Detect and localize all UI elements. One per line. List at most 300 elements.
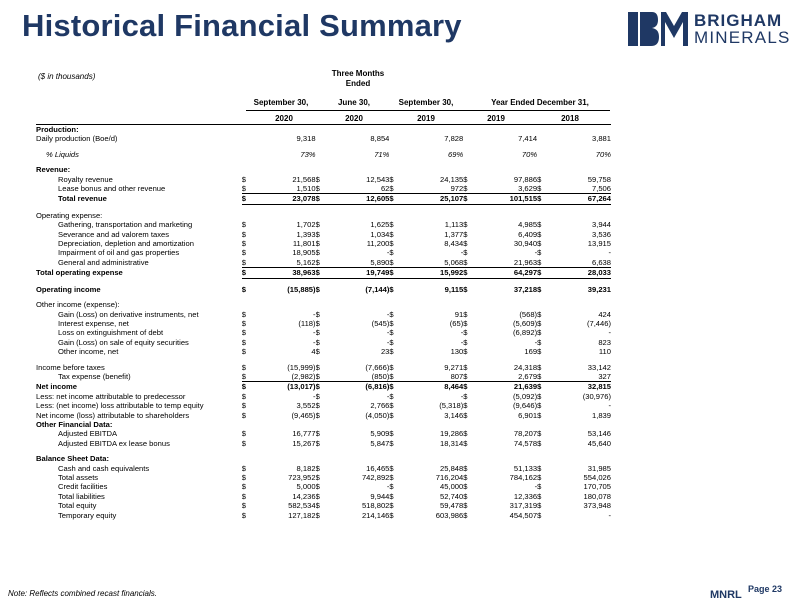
value-cell: - [608,510,611,520]
dollar-sign: $ [241,174,246,184]
value-cell: (545) [371,318,390,328]
dollar-sign [537,300,556,309]
value-cell: 12,336 [513,491,538,501]
value-cell: 12,605 [335,194,390,204]
value-cell: 24,135 [440,174,464,184]
value-cell: 18,905 [292,248,316,258]
row-label: Net income [36,382,77,392]
ticker-symbol: MNRL [710,589,742,601]
table-row [36,511,611,520]
value-cell: 2,766 [370,401,390,411]
dollar-sign: $ [537,391,542,401]
value-cell: 39,231 [587,284,611,294]
dollar-sign: $ [537,284,542,294]
value-cell: - [386,328,390,338]
value-cell [335,300,390,309]
brigham-minerals-logo [628,10,793,50]
value-cell: 21,639 [482,382,537,392]
dollar-sign [537,150,556,159]
value-cell: 169 [524,347,538,357]
dollar-sign: $ [389,501,394,511]
table-row [36,420,611,429]
value-cell: 31,985 [587,463,611,473]
row-label: Revenue: [36,165,71,175]
dollar-sign: $ [463,268,482,278]
value-cell [482,454,537,463]
dollar-sign: $ [389,401,394,411]
dollar-sign [389,420,408,429]
dollar-sign: $ [537,473,542,482]
value-cell: 6,901 [518,410,538,420]
value-cell: 70% [595,149,611,159]
dollar-sign: $ [537,257,542,267]
value-cell: 972 [450,184,464,194]
dollar-sign: $ [241,184,246,194]
dollar-sign: $ [315,491,320,501]
value-cell [408,420,463,429]
value-cell: 15,267 [292,438,316,448]
value-cell: 21,963 [513,257,538,267]
value-cell: 8,182 [296,463,316,473]
value-cell: 71% [374,149,390,159]
dollar-sign: $ [463,284,468,294]
dollar-sign: $ [463,401,468,411]
value-cell [408,300,463,309]
value-cell: 1,034 [370,229,390,239]
row-label: Operating expense: [36,210,103,220]
value-cell [556,165,611,174]
header-jun-30-2020: June 30, [337,98,370,107]
row-label: Balance Sheet Data: [36,454,110,464]
value-cell: 9,318 [296,134,316,144]
dollar-sign [389,134,408,143]
value-cell: 19,286 [440,429,464,439]
value-cell: 424 [598,309,611,319]
value-cell: (5,318) [439,401,464,411]
dollar-sign: $ [241,362,246,372]
dollar-sign: $ [315,248,320,258]
dollar-sign [316,454,335,463]
footnote: Note: Reflects combined recast financials. [8,589,157,598]
dollar-sign [537,134,556,143]
row-label: Income before taxes [36,362,105,372]
value-cell: 5,068 [444,257,464,267]
dollar-sign: $ [463,473,468,482]
value-cell [482,420,537,429]
dollar-sign: $ [241,510,246,520]
dollar-sign: $ [537,362,542,372]
dollar-sign [316,300,335,309]
value-cell: 21,568 [292,174,316,184]
dollar-sign [463,150,482,159]
value-cell: (6,816) [335,382,390,392]
dollar-sign: $ [316,382,335,392]
value-cell: (5,609) [513,318,538,328]
value-cell: 8,434 [444,239,464,249]
value-cell [261,125,316,134]
dollar-sign: $ [463,309,468,319]
value-cell: - [313,328,316,338]
value-cell: 32,815 [556,382,611,392]
dollar-sign: $ [463,438,468,448]
dollar-sign: $ [389,194,408,204]
dollar-sign: $ [389,463,394,473]
value-cell: 53,146 [587,429,611,439]
dollar-sign: $ [537,347,542,357]
table-row [36,150,611,159]
dollar-sign: $ [537,194,556,204]
value-cell [482,211,537,220]
dollar-sign [242,211,261,220]
dollar-sign: $ [389,268,408,278]
dollar-sign: $ [389,248,394,258]
value-cell: 70% [521,149,538,159]
value-cell [482,165,537,174]
dollar-sign: $ [389,482,394,492]
dollar-sign [537,420,556,429]
dollar-sign: $ [241,220,246,230]
row-label: Impairment of oil and gas properties [58,248,180,258]
value-cell: 373,948 [583,501,611,511]
dollar-sign: $ [389,410,394,420]
table-row [36,328,611,337]
value-cell: 78,207 [513,429,538,439]
value-cell: 11,801 [292,239,316,249]
row-label: Production: [36,125,79,134]
dollar-sign: $ [463,239,468,249]
row-label: General and administrative [58,258,149,268]
dollar-sign: $ [241,337,246,347]
value-cell: 73% [300,149,316,159]
dollar-sign: $ [315,463,320,473]
table-row [36,347,611,356]
dollar-sign [242,150,261,159]
row-label: Operating income [36,284,101,294]
row-label: Total equity [58,501,97,511]
dollar-sign [242,454,261,463]
value-cell: 2,679 [518,371,538,381]
value-cell [335,420,390,429]
value-cell: 91 [454,309,464,319]
value-cell [261,165,316,174]
dollar-sign [537,454,556,463]
dollar-sign: $ [241,371,246,381]
dollar-sign [316,211,335,220]
value-cell: 69% [448,149,464,159]
value-cell: 582,534 [288,501,316,511]
header-sep-30-2020: September 30, [253,98,309,107]
value-cell: (7,666) [365,362,390,372]
dollar-sign [242,300,261,309]
table-row [36,338,611,347]
dollar-sign: $ [389,284,394,294]
value-cell: 9,271 [444,362,464,372]
value-cell: 6,409 [518,229,538,239]
value-cell: 3,146 [444,410,464,420]
logo-text-line2: MINERALS [694,28,791,47]
value-cell: 180,078 [583,491,611,501]
dollar-sign: $ [241,284,246,294]
value-cell: 45,000 [440,482,464,492]
dollar-sign: $ [537,438,542,448]
dollar-sign: $ [315,220,320,230]
value-cell: 11,200 [366,239,390,249]
value-cell: 554,026 [583,473,611,482]
dollar-sign: $ [315,482,320,492]
page-number: Page 23 [748,584,783,594]
dollar-sign: $ [463,501,468,511]
dollar-sign: $ [537,184,542,194]
row-label: Loss on extinguishment of debt [58,328,164,338]
dollar-sign: $ [241,248,246,258]
dollar-sign: $ [241,473,246,482]
value-cell: 33,142 [587,362,611,372]
value-cell: 1,393 [296,229,316,239]
row-label: Less: (net income) loss attributable to temp equity [36,401,204,411]
dollar-sign [389,211,408,220]
dollar-sign [242,125,261,134]
table-row [36,125,611,134]
dollar-sign: $ [389,510,394,520]
row-label: Other income (expense): [36,300,120,310]
value-cell: 45,640 [587,438,611,448]
table-row [36,184,611,194]
logo-text-line1: BRIGHAM [694,11,783,30]
dollar-sign: $ [315,501,320,511]
value-cell: 1,625 [370,220,390,230]
table-row [36,134,611,143]
dollar-sign [316,420,335,429]
dollar-sign: $ [389,347,394,357]
dollar-sign: $ [241,401,246,411]
value-cell: 7,414 [518,134,538,144]
row-label: Royalty revenue [58,174,113,184]
dollar-sign [463,165,482,174]
dollar-sign: $ [389,429,394,439]
value-cell: 25,848 [440,463,464,473]
table-row [36,492,611,501]
row-label: Depreciation, depletion and amortization [58,239,194,249]
dollar-sign: $ [537,328,542,338]
year-header: 2019 [487,114,505,123]
value-cell: 3,536 [591,229,611,239]
dollar-sign: $ [537,401,542,411]
value-cell: - [534,337,538,347]
dollar-sign: $ [389,371,394,381]
value-cell [556,211,611,220]
value-cell: 9,115 [444,284,464,294]
value-cell: - [608,248,611,258]
value-cell [335,165,390,174]
value-cell: 4,985 [518,220,538,230]
value-cell: 59,478 [440,501,464,511]
table-row [36,382,611,392]
dollar-sign: $ [389,473,394,482]
row-label: Gain (Loss) on derivative instruments, net [58,309,199,319]
value-cell: 3,552 [296,401,316,411]
value-cell: (9,465) [291,410,316,420]
table-row [36,482,611,491]
row-label: Gain (Loss) on sale of equity securities [58,337,189,347]
header-three-months: Three Months Ended [331,69,385,88]
page-title: Historical Financial Summary [22,8,462,43]
value-cell: (65) [449,318,464,328]
value-cell: 716,204 [435,473,464,482]
value-cell: 28,033 [556,268,611,278]
table-row [36,372,611,382]
dollar-sign [463,300,482,309]
value-cell: (15,885) [287,284,316,294]
dollar-sign: $ [537,174,542,184]
table-row [36,401,611,410]
row-label: Daily production (Boe/d) [36,134,118,144]
dollar-sign: $ [315,510,320,520]
value-cell: 18,314 [440,438,464,448]
value-cell: 64,297 [482,268,537,278]
dollar-sign: $ [389,491,394,501]
value-cell: 1,510 [296,184,316,194]
dollar-sign [463,211,482,220]
value-cell: - [386,391,390,401]
dollar-sign: $ [537,429,542,439]
row-label: Total assets [58,473,99,482]
dollar-sign: $ [315,184,320,194]
value-cell: 5,000 [296,482,316,492]
dollar-sign: $ [315,257,320,267]
value-cell: 8,854 [370,134,390,144]
value-cell: 5,162 [296,257,316,267]
dollar-sign: $ [315,229,320,239]
dollar-sign [537,211,556,220]
value-cell: 24,318 [513,362,538,372]
dollar-sign [463,454,482,463]
value-cell [556,420,611,429]
value-cell [408,165,463,174]
row-label: Cash and cash equivalents [58,463,150,473]
dollar-sign: $ [463,248,468,258]
dollar-sign: $ [463,337,468,347]
dollar-sign: $ [389,229,394,239]
value-cell: 723,952 [288,473,316,482]
dollar-sign: $ [463,371,468,381]
dollar-sign [537,165,556,174]
value-cell [261,420,316,429]
dollar-sign: $ [241,501,246,511]
table-row [36,165,611,174]
value-cell: (568) [519,309,538,319]
table-row [36,501,611,510]
value-cell [335,125,390,134]
table-row [36,258,611,268]
value-cell: 97,886 [513,174,538,184]
dollar-sign: $ [241,482,246,492]
value-cell: (9,646) [513,401,538,411]
value-cell: - [534,248,538,258]
value-cell: 6,638 [591,257,611,267]
value-cell: 38,963 [261,268,316,278]
value-cell: (6,892) [513,328,538,338]
dollar-sign: $ [389,318,394,328]
row-label: Other income, net [58,347,119,357]
dollar-sign: $ [537,220,542,230]
dollar-sign: $ [463,257,468,267]
dollar-sign: $ [315,391,320,401]
value-cell: 170,705 [583,482,611,492]
value-cell: 16,465 [366,463,390,473]
value-cell [408,454,463,463]
table-row [36,220,611,229]
value-cell: 823 [598,337,611,347]
row-label: Credit facilities [58,482,108,492]
value-cell: 15,992 [408,268,463,278]
dollar-sign: $ [463,463,468,473]
row-label: Tax expense (benefit) [58,372,131,382]
value-cell: - [313,337,316,347]
dollar-sign [242,420,261,429]
value-cell: 30,940 [513,239,538,249]
dollar-sign: $ [389,257,394,267]
value-cell: 19,749 [335,268,390,278]
dollar-sign: $ [537,229,542,239]
value-cell: - [608,328,611,338]
value-cell [556,300,611,309]
dollar-sign: $ [389,174,394,184]
dollar-sign [389,125,408,134]
dollar-sign: $ [315,347,320,357]
dollar-sign: $ [463,362,468,372]
dollar-sign: $ [315,410,320,420]
dollar-sign: $ [389,382,408,392]
dollar-sign: $ [463,318,468,328]
dollar-sign: $ [241,391,246,401]
dollar-sign: $ [537,337,542,347]
value-cell: 3,944 [591,220,611,230]
value-cell [482,300,537,309]
dollar-sign [389,300,408,309]
dollar-sign: $ [242,268,261,278]
row-label: Other Financial Data: [36,419,113,429]
value-cell: 52,740 [440,491,464,501]
value-cell: (2,982) [291,371,316,381]
value-cell: - [460,337,464,347]
value-cell: 23 [380,347,390,357]
value-cell: 317,319 [509,501,538,511]
value-cell: 5,890 [370,257,390,267]
dollar-sign [389,454,408,463]
dollar-sign [316,150,335,159]
dollar-sign: $ [241,239,246,249]
units-note: ($ in thousands) [38,72,96,81]
value-cell: - [608,401,611,411]
table-row [36,268,611,278]
value-cell: - [534,482,538,492]
dollar-sign [389,165,408,174]
dollar-sign: $ [389,239,394,249]
dollar-sign: $ [315,328,320,338]
value-cell: 214,146 [361,510,390,520]
value-cell: 1,702 [296,220,316,230]
value-cell [261,454,316,463]
value-cell: 9,944 [370,491,390,501]
dollar-sign: $ [315,239,320,249]
value-cell [335,211,390,220]
value-cell: 4 [311,347,316,357]
brigham-logo-icon [628,12,688,46]
table-row [36,319,611,328]
dollar-sign: $ [537,239,542,249]
row-label: Interest expense, net [58,318,129,328]
value-cell: 14,236 [292,491,316,501]
